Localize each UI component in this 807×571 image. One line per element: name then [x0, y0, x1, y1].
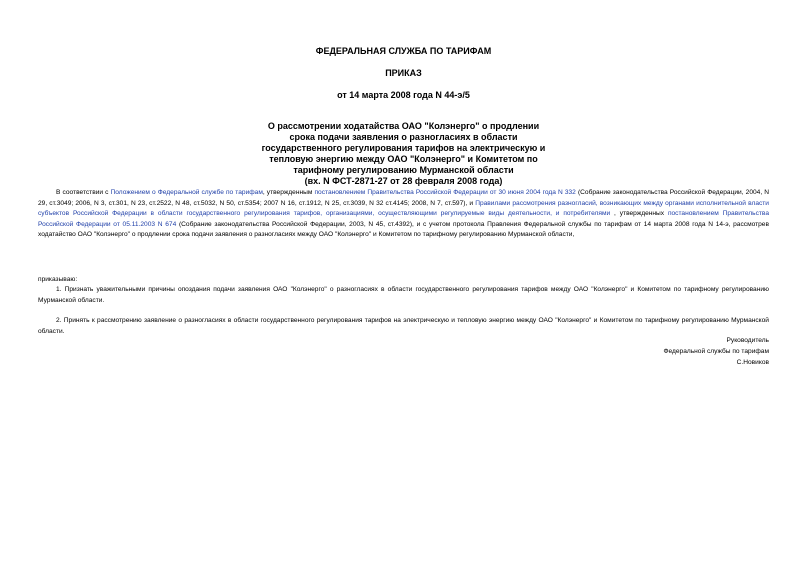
agency-title: ФЕДЕРАЛЬНАЯ СЛУЖБА ПО ТАРИФАМ: [315, 46, 492, 56]
subject-line: (вх. N ФСТ-2871-27 от 28 февраля 2008 года): [304, 176, 503, 186]
preamble-text: (Собрание законодательства Российской Федерации, 2004, N 29, ст.3049; 2006, N 3, ст.301, N 23, ст.2522, N 48, ст.5032, N 50, ст.5354; 2007 N 16, ст.1912, N 25, ст.3039, N 32 ст.4145; 2008, N 7, ст.597), и: [38, 189, 770, 207]
document-date: от 14 марта 2008 года N 44-э/5: [337, 90, 470, 100]
subject-line: О рассмотрении ходатайства ОАО "Колэнерго" о продлении: [267, 121, 540, 131]
preamble-text: , утвержденным: [262, 189, 315, 196]
signatory-name: С.Новиков: [736, 359, 769, 366]
document-type: ПРИКАЗ: [385, 68, 422, 78]
preamble-text: (Собрание законодательства Российской Федерации, 2003, N 45, ст.4392), и с учетом протокола Правления Федеральной службы по тарифам от 14 марта 2008 года N 14-э, рассмотрев ходатайство ОАО "Колэнерго" о продлении срока подачи заявления о разногласиях между ОАО "Колэнерго" и Комитетом по тарифному регулированию Мурманской области,: [38, 220, 769, 239]
signatory-organization: Федеральной службы по тарифам: [663, 348, 769, 355]
subject-line: тарифному регулированию Мурманской области: [293, 165, 514, 175]
subject-line: государственного регулирования тарифов на электрическую и: [261, 143, 546, 153]
link-fst-regulation[interactable]: Положением о Федеральной службе по тарифам: [110, 189, 263, 196]
link-resolution-332[interactable]: постановлением Правительства Российской Федерации от 30 июня 2004 года N 332: [314, 189, 576, 196]
link-disagreement-rules[interactable]: Правилами рассмотрения разногласий, возникающих между органами исполнительной власти субъектов Российской Федерации в области государственного регулирования тарифов, организациями, осуществляющими регулируемые виды деятельности, и потребителями: [38, 199, 769, 218]
order-phrase: приказываю:: [38, 276, 78, 283]
document-subject: [240, 121, 567, 187]
order-item-1: 1. Признать уважительными причины опоздания подачи заявления ОАО "Колэнерго" о разногласиях в области государственного регулирования тарифов между ОАО "Колэнерго" и Комитетом по тарифному регулированию Мурманской области.: [38, 286, 769, 304]
subject-line: тепловую энергию между ОАО "Колэнерго" и Комитетом по: [269, 154, 538, 164]
preamble-paragraph: [38, 188, 769, 241]
signatory-position: Руководитель: [726, 337, 769, 344]
preamble-text: , утвержденных: [610, 210, 668, 218]
link-resolution-674[interactable]: постановлением Правительства Российской Федерации от 05.11.2003 N 674: [38, 210, 769, 228]
preamble-text: В соответствии с: [56, 189, 111, 196]
subject-line: срока подачи заявления о разногласиях в области: [289, 132, 518, 142]
order-item-2: 2. Принять к рассмотрению заявление о разногласиях в области государственного регулирования тарифов на электрическую и тепловую энергию между ОАО "Колэнерго" и Комитетом по тарифному регулированию Мурманской области.: [38, 317, 769, 335]
